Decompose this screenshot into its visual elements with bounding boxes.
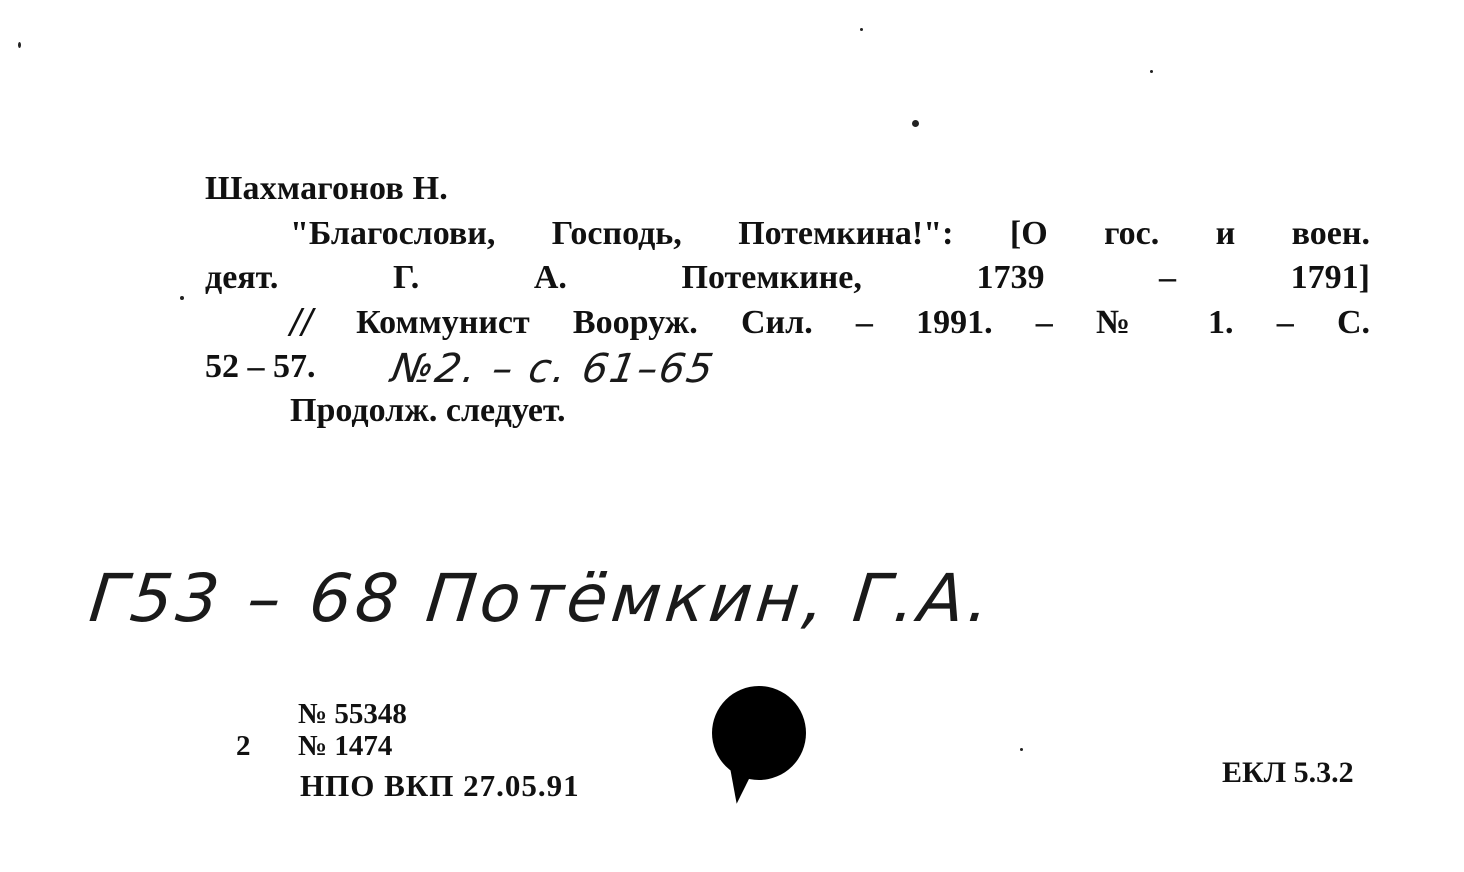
author-name: Шахмагонов Н. (205, 170, 449, 207)
source-line (205, 300, 1370, 345)
handwritten-subject-heading: Г53 – 68 Потёмкин, Г.А. (85, 560, 998, 637)
title-line-2: деят. Г. А. Потемкине, 1739 – 1791] (205, 259, 1370, 296)
scan-speck (18, 42, 21, 48)
organization-date: НПО ВКП 27.05.91 (300, 768, 580, 803)
punch-hole-tail (721, 754, 759, 806)
scan-speck (912, 120, 919, 127)
record-number-1: № 55348 (298, 698, 407, 730)
bibliographic-description (205, 212, 1370, 389)
continuation-note: Продолж. следует. (290, 392, 566, 429)
classification-code: ЕКЛ 5.3.2 (1222, 756, 1354, 789)
scan-speck (1150, 70, 1153, 73)
source-prefix: // (290, 302, 313, 342)
scan-speck (180, 296, 184, 300)
record-number-2: № 1474 (298, 730, 393, 762)
copy-count: 2 (236, 730, 251, 762)
scan-speck (860, 28, 863, 31)
scan-speck (1020, 748, 1023, 751)
pages-line (205, 345, 1370, 389)
title-line-1: "Благослови, Господь, Потемкина!": [О гос. и воен. (290, 215, 1370, 252)
pages-text: 52 – 57. (205, 348, 316, 385)
source-text: Коммунист Вооруж. Сил. – 1991. – № 1. – С. (356, 304, 1370, 341)
handwritten-issue-note: №2. – с. 61–65 (387, 346, 719, 392)
